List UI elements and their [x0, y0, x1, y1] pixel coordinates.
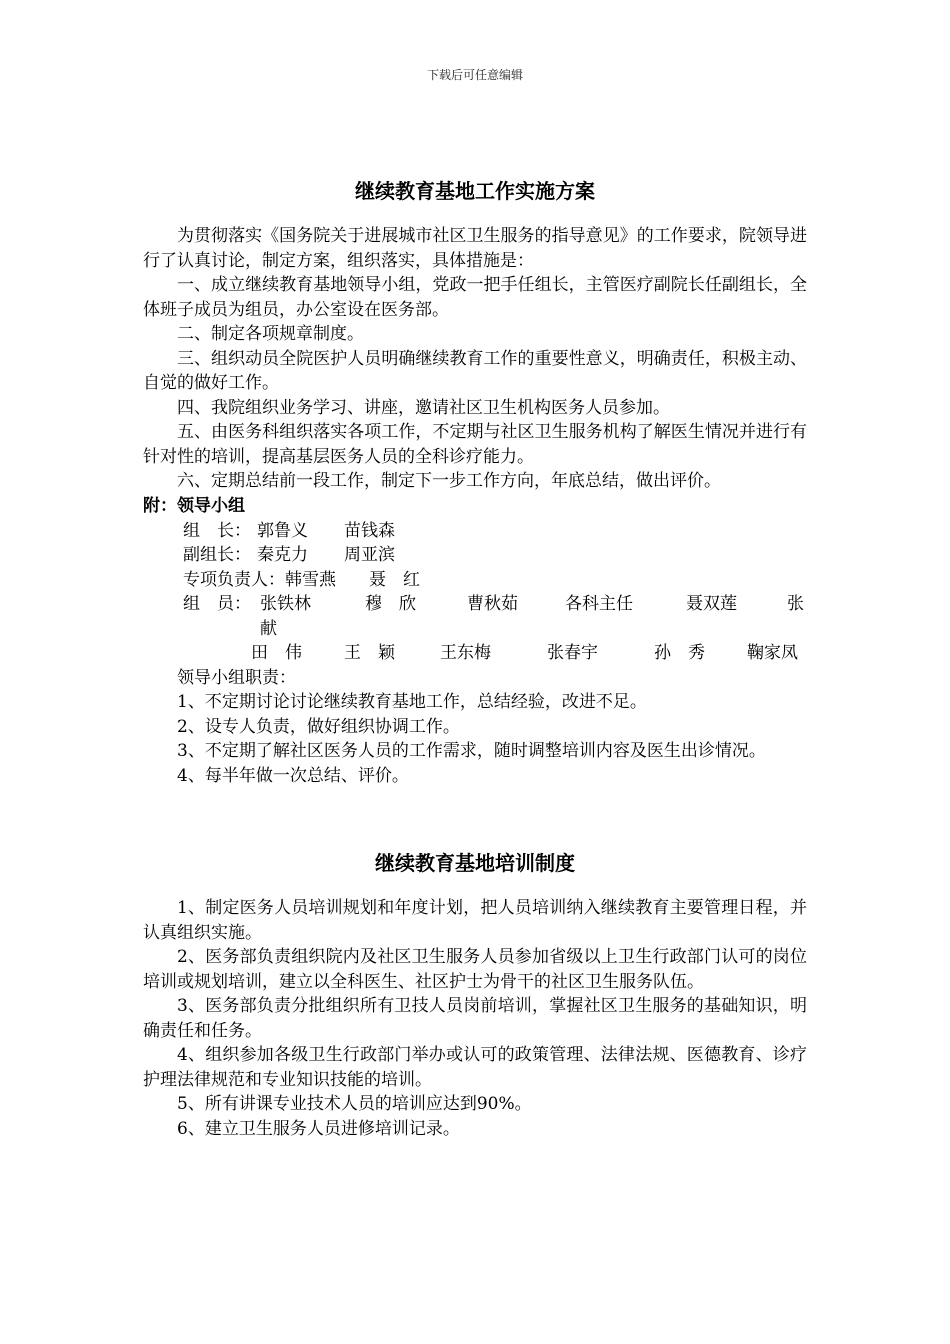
paragraph: 6、建立卫生服务人员进修培训记录。 [177, 1118, 460, 1139]
member-name: 穆 欣 [365, 594, 416, 614]
paragraph: 2、医务部负责组织院内及社区卫生服务人员参加省级以上卫生行政部门认可的岗位培训或规划培训，建立以全科医生、社区护士为骨干的社区卫生服务队伍。 [143, 947, 807, 992]
deputy-row [143, 543, 823, 568]
member-name: 各科主任 [565, 594, 633, 614]
duties-title: 领导小组职责： [177, 667, 296, 688]
duty-item: 1、不定期讨论讨论继续教育基地工作，总结经验，改进不足。 [177, 692, 647, 712]
duty-item: 4、每半年做一次总结、评价。 [177, 765, 409, 786]
member-label: 组 员： [183, 594, 251, 614]
paragraph: 1、制定医务人员培训规划和年度计划，把人员培训纳入继续教育主要管理日程，并认真组织实施。 [143, 898, 807, 943]
member-name: 鞠家凤 [747, 643, 798, 663]
member-row-wrap [143, 617, 823, 642]
paragraph: 4、组织参加各级卫生行政部门举办或认可的政策管理、法律法规、医德教育、诊疗护理法律规范和专业知识技能的培训。 [143, 1045, 807, 1090]
leader-row [143, 519, 823, 544]
special-name: 聂 红 [369, 569, 420, 590]
paragraph: 四、我院组织业务学习、讲座，邀请社区卫生机构医务人员参加。 [177, 397, 670, 418]
paragraph: 为贯彻落实《国务院关于进展城市社区卫生服务的指导意见》的工作要求，院领导进行了认真讨论，制定方案，组织落实，具体措施是： [143, 226, 807, 271]
member-row [143, 641, 823, 666]
member-name: 张铁林 [260, 594, 311, 614]
header-note: 下载后可任意编辑 [426, 68, 523, 82]
member-name: 曹秋茹 [467, 594, 518, 614]
section1-body [143, 224, 807, 494]
duty-item: 2、设专人负责，做好组织协调工作。 [177, 716, 460, 737]
member-name: 献 [260, 618, 277, 639]
member-name: 张 [787, 594, 804, 614]
special-name: 韩雪燕 [285, 569, 336, 590]
leader-name: 苗钱森 [344, 520, 395, 541]
paragraph: 五、由医务科组织落实各项工作，不定期与社区卫生服务机构了解医生情况并进行有针对性的培训，提高基层医务人员的全科诊疗能力。 [143, 422, 807, 467]
member-name: 王东梅 [440, 643, 491, 663]
deputy-name: 周亚滨 [344, 545, 395, 565]
section2-body [143, 896, 807, 1141]
member-row [143, 592, 823, 617]
member-name: 王 颖 [344, 643, 395, 663]
appendix-leadership [143, 494, 823, 788]
paragraph: 六、定期总结前一段工作，制定下一步工作方向，年底总结，做出评价。 [177, 471, 721, 491]
special-label: 专项负责人： [183, 569, 285, 590]
section2-title: 继续教育基地培训制度 [375, 851, 575, 875]
paragraph: 二、制定各项规章制度。 [177, 324, 364, 344]
member-name: 孙 秀 [654, 643, 705, 663]
leader-label: 组 长： [183, 520, 251, 541]
special-row [143, 568, 823, 593]
appendix-heading: 附：领导小组 [143, 496, 245, 516]
member-name: 聂双莲 [686, 594, 737, 614]
deputy-name: 秦克力 [257, 545, 308, 565]
leader-name: 郭鲁义 [257, 520, 308, 541]
paragraph: 5、所有讲课专业技术人员的培训应达到90%。 [177, 1094, 532, 1114]
duty-item: 3、不定期了解社区医务人员的工作需求，随时调整培训内容及医生出诊情况。 [177, 741, 766, 761]
member-name: 张春宇 [547, 643, 598, 663]
paragraph: 一、成立继续教育基地领导小组，党政一把手任组长，主管医疗副院长任副组长，全体班子成员为组员，办公室设在医务部。 [143, 275, 807, 320]
member-name: 田 伟 [251, 643, 302, 663]
section1-title: 继续教育基地工作实施方案 [355, 179, 595, 203]
deputy-label: 副组长： [183, 545, 251, 565]
paragraph: 三、组织动员全院医护人员明确继续教育工作的重要性意义，明确责任，积极主动、自觉的做好工作。 [143, 348, 807, 393]
paragraph: 3、医务部负责分批组织所有卫技人员岗前培训，掌握社区卫生服务的基础知识，明确责任和任务。 [143, 996, 807, 1041]
